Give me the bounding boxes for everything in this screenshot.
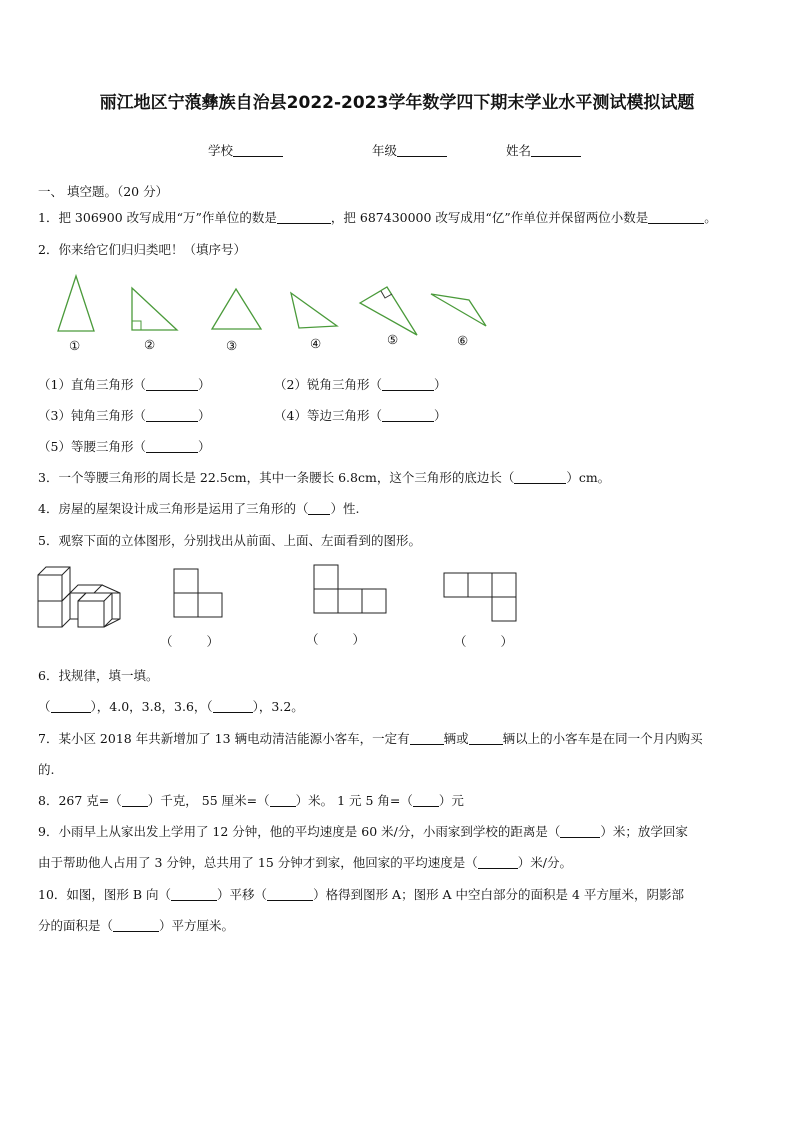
- question-6-sequence: （ ），4.0，3.8，3.6，（ ），3.2。: [38, 699, 304, 714]
- category-isosceles: （5）等腰三角形（ ）: [38, 439, 211, 454]
- question-8: 8．267 克=（ ）千克， 55 厘米=（ ）米。 1 元 5 角=（ ）元: [38, 793, 464, 808]
- category-obtuse: （3）钝角三角形（ ）: [38, 408, 211, 423]
- question-9-cont: 由于帮助他人占用了 3 分钟，总共用了 15 分钟才到家，他回家的平均速度是（ ）米/分。: [38, 855, 572, 870]
- category-acute: （2）锐角三角形（ ）: [274, 377, 447, 392]
- label-5: ⑤: [387, 332, 399, 347]
- label-2: ②: [144, 337, 156, 352]
- label-4: ④: [310, 336, 322, 351]
- triangle-3: [212, 289, 261, 329]
- grade-field[interactable]: 年级: [372, 141, 447, 159]
- school-field[interactable]: 学校: [208, 141, 283, 159]
- triangle-6: [431, 294, 486, 326]
- question-7: 7．某小区 2018 年共新增加了 13 辆电动清洁能源小客车，一定有 辆或 辆以上的小客车是在同一个月内购买: [38, 731, 703, 746]
- question-3: 3．一个等腰三角形的周长是 22.5cm，其中一条腰长 6.8cm，这个三角形的底边长（ ）cm。: [38, 470, 611, 485]
- page-title: 丽江地区宁蒗彝族自治县2022-2023学年数学四下期末学业水平测试模拟试题: [99, 93, 695, 113]
- right-angle-mark: [132, 321, 141, 330]
- category-right: （1）直角三角形（ ）: [38, 377, 211, 392]
- solid-figure: [38, 567, 120, 627]
- question-5: 5．观察下面的立体图形，分别找出从前面、上面、左面看到的图形。: [38, 533, 421, 548]
- question-7-cont: 的.: [38, 762, 55, 777]
- cube-figures: [0, 563, 794, 643]
- question-1: 1．把 306900 改写成用“万”作单位的数是 ，把 687430000 改写成用“亿”作单位并保留两位小数是 。: [38, 210, 717, 225]
- category-equilateral: （4）等边三角形（ ）: [274, 408, 447, 423]
- question-2: 2．你来给它们归归类吧！（填序号）: [38, 242, 246, 257]
- triangle-4: [291, 293, 337, 328]
- answer-blank[interactable]: [648, 211, 704, 224]
- view-answer-1[interactable]: （ ）: [160, 634, 220, 649]
- question-10: 10．如图，图形 B 向（ ）平移（ ）格得到图形 A；图形 A 中空白部分的面积是 4 平方厘米，阴影部: [38, 887, 684, 902]
- name-field[interactable]: 姓名: [506, 141, 581, 159]
- view-2: [314, 565, 386, 613]
- view-answer-3[interactable]: （ ）: [454, 634, 514, 649]
- question-6: 6．找规律，填一填。: [38, 668, 159, 683]
- label-1: ①: [69, 338, 81, 353]
- question-10-cont: 分的面积是（ ）平方厘米。: [38, 918, 235, 933]
- triangle-2: [132, 288, 177, 330]
- label-3: ③: [226, 338, 238, 353]
- label-6: ⑥: [457, 333, 469, 348]
- triangle-1: [58, 276, 94, 331]
- view-1: [174, 569, 222, 617]
- question-4: 4．房屋的屋架设计成三角形是运用了三角形的（ ）性.: [38, 501, 360, 516]
- view-answer-2[interactable]: （ ）: [306, 632, 366, 647]
- section-heading: 一、 填空题。（20 分）: [38, 184, 169, 199]
- question-9: 9．小雨早上从家出发上学用了 12 分钟，他的平均速度是 60 米/分，小雨家到学校的距离是（ ）米；放学回家: [38, 824, 688, 839]
- triangle-5: [360, 287, 417, 335]
- view-3: [444, 573, 516, 621]
- answer-blank[interactable]: [277, 211, 331, 224]
